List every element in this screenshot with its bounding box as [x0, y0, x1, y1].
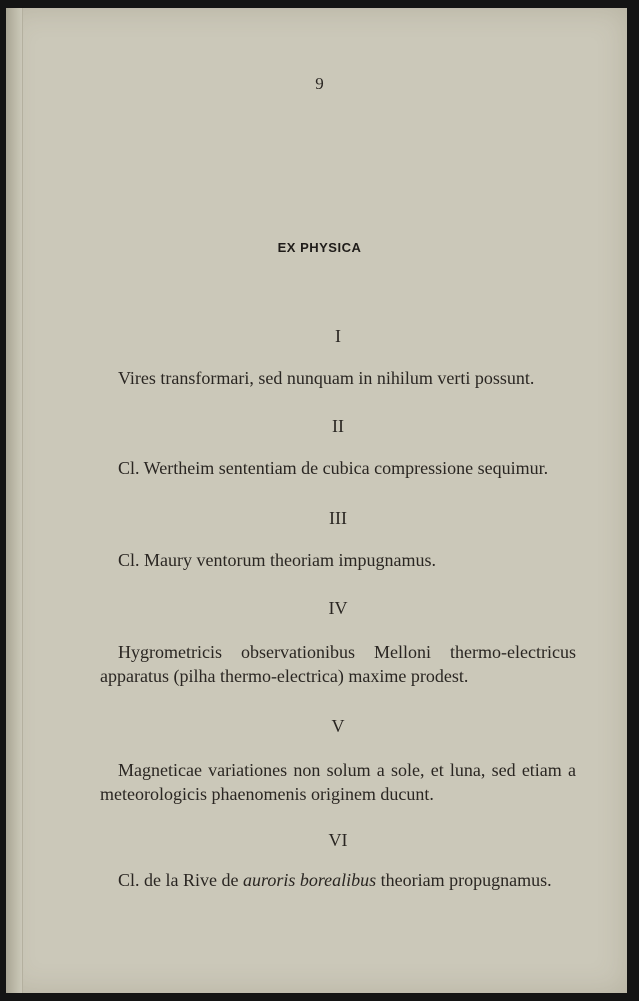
- thesis-numeral-4: IV: [328, 598, 348, 618]
- thesis-text-6-italic: auroris borealibus: [242, 870, 377, 890]
- thesis-text-2: Cl. Wertheim sententiam de cubica compressione sequimur.: [118, 458, 549, 478]
- thesis-text-4: Hygrometricis observationibus Melloni thermo-electricus apparatus (pilha thermo-electrica) maxime prodest.: [100, 642, 576, 686]
- thesis-text-3: Cl. Maury ventorum theoriam impugnamus.: [118, 550, 436, 570]
- thesis-numeral-3: III: [329, 508, 347, 528]
- thesis-text-1: Vires transformari, sed nunquam in nihilum verti possunt.: [118, 368, 535, 388]
- page-number: 9: [315, 74, 324, 93]
- thesis-numeral-1: I: [335, 326, 341, 346]
- thesis-numeral-5: V: [331, 716, 345, 736]
- thesis-text-6-end: theoriam propugnamus.: [376, 870, 552, 890]
- thesis-text-6: [118, 868, 588, 892]
- thesis-numeral-6: VI: [328, 830, 348, 850]
- thesis-text-6-start: Cl. de la Rive de: [118, 870, 243, 890]
- thesis-numeral-2: II: [332, 416, 344, 436]
- thesis-text-5: Magneticae variationes non solum a sole, et luna, sed etiam a meteorologicis phaenomenis originem ducunt.: [100, 760, 576, 804]
- section-title: EX PHYSICA: [277, 240, 362, 255]
